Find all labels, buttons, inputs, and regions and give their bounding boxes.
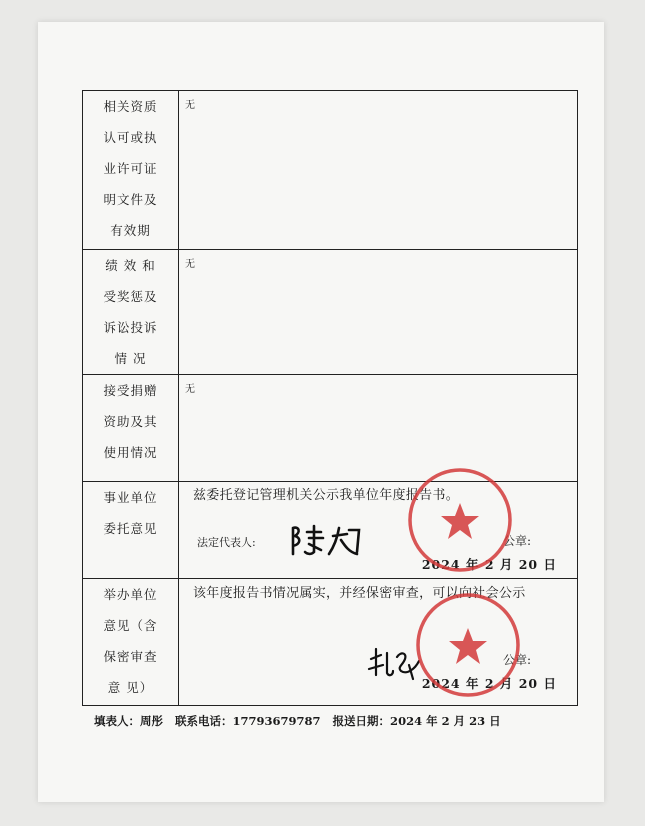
sponsor-opinion-date: 2024 年 2 月 20 日: [421, 676, 557, 691]
label-line: 使用情况: [103, 445, 158, 460]
entrustment-date: 2024 年 2 月 20 日: [421, 557, 557, 572]
row-label-entrustment: [83, 482, 179, 579]
label-line: 接受捐赠: [103, 383, 158, 398]
row-label-donations: [83, 375, 179, 482]
report-date: 报送日期：2024 年 2 月 23 日: [332, 714, 501, 728]
row-content-performance: [179, 250, 578, 375]
row-content-donations: [179, 375, 578, 482]
content-text: 无: [185, 100, 195, 111]
legal-representative-signature: [287, 522, 367, 558]
row-content-qualification: [179, 91, 578, 250]
content-text: 无: [185, 384, 195, 395]
row-label-performance: [83, 250, 179, 375]
label-line: 情 况: [114, 351, 147, 366]
official-seal-label: 公章:: [502, 653, 531, 667]
label-line: 事业单位: [103, 490, 158, 505]
row-content-entrustment: [179, 482, 578, 579]
label-line: 有效期: [110, 223, 151, 238]
row-label-qualification: [83, 91, 179, 250]
label-line: 举办单位: [103, 587, 158, 602]
label-line: 资助及其: [103, 414, 158, 429]
filler-name: 填表人：周彤: [94, 714, 163, 728]
label-line: 受奖惩及: [103, 289, 158, 304]
entrustment-statement: 兹委托登记管理机关公示我单位年度报告书。: [193, 488, 460, 503]
label-line: 明文件及: [103, 192, 158, 207]
label-line: 意见（含: [103, 618, 158, 633]
label-line: 保密审查: [103, 649, 158, 664]
contact-phone: 联系电话：17793679787: [175, 714, 321, 728]
form-footer: [94, 713, 509, 729]
label-line: 诉讼投诉: [103, 320, 158, 335]
label-line: 认可或执: [103, 130, 158, 145]
official-seal-city-government-office: [413, 590, 523, 700]
label-line: 业许可证: [103, 161, 158, 176]
table-row: [83, 250, 578, 375]
content-text: 无: [185, 259, 195, 270]
label-line: 意 见）: [107, 680, 154, 695]
label-line: 相关资质: [103, 99, 158, 114]
official-seal-label: 公章:: [502, 534, 531, 548]
legal-representative-label: 法定代表人:: [197, 536, 256, 549]
official-seal-development-zone: [405, 465, 515, 575]
sponsor-opinion-statement: 该年度报告书情况属实，并经保密审查，可以向社会公示: [193, 586, 526, 601]
table-row: [83, 91, 578, 250]
row-label-sponsor-opinion: [83, 579, 179, 706]
label-line: 委托意见: [103, 521, 158, 536]
label-line: 绩 效 和: [105, 258, 156, 273]
